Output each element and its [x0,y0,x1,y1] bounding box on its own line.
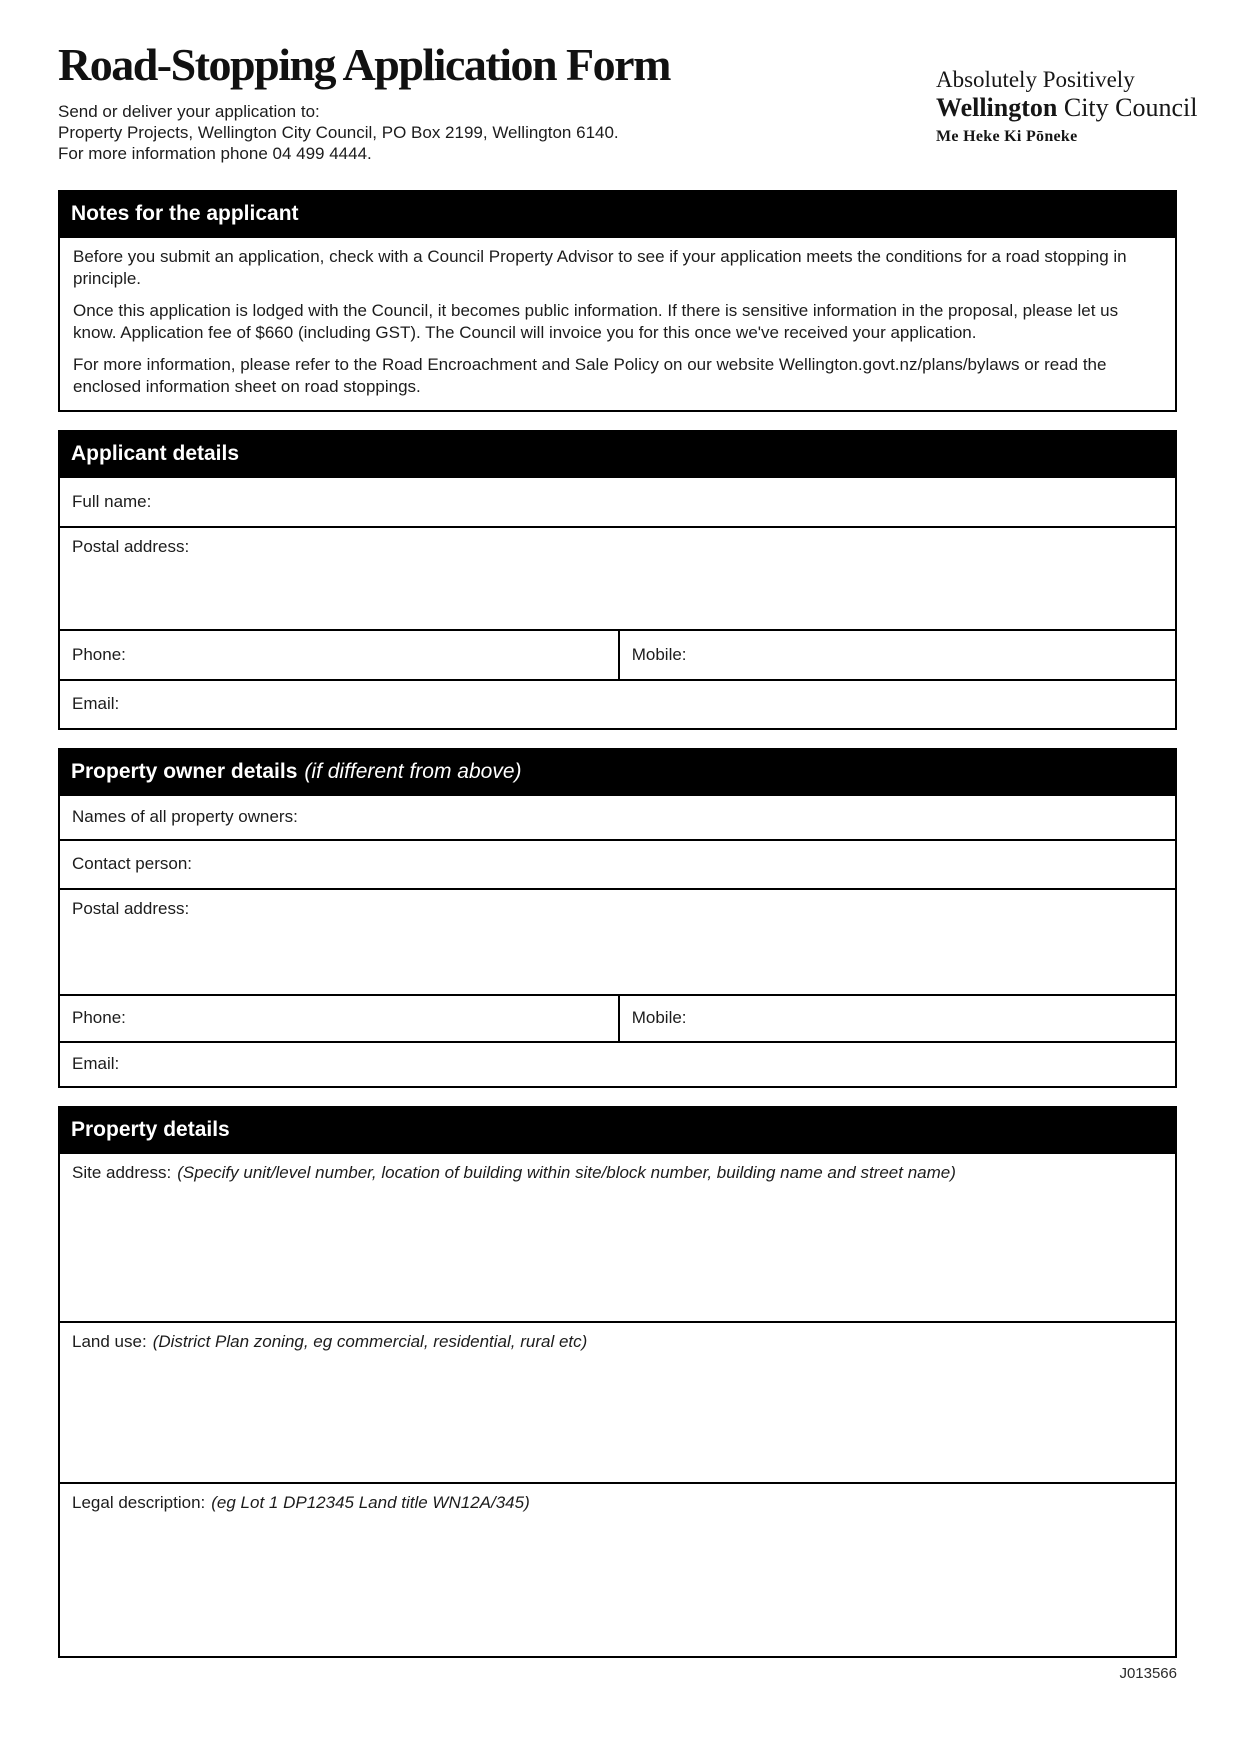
property-owner-table [58,796,1177,1088]
owner-phone-mobile-row [60,994,1175,1041]
intro-line-send: Send or deliver your application to: [58,101,320,121]
legal-description-label: Legal description: [72,1492,206,1512]
notes-section [58,190,1177,412]
owner-phone-label: Phone: [72,1008,126,1028]
owner-contact-person-field[interactable] [60,839,1175,888]
wcc-logo [936,68,1197,146]
applicant-full-name-field[interactable] [60,478,1175,526]
form-reference-code: J013566 [1119,1664,1177,1682]
applicant-phone-mobile-row [60,629,1175,679]
legal-description-hint: (eg Lot 1 DP12345 Land title WN12A/345) [211,1492,530,1512]
property-owner-section-header [58,748,1177,796]
owner-names-label: Names of all property owners: [72,807,298,827]
notes-paragraph: For more information, please refer to the Road Encroachment and Sale Policy on our website Wellington.govt.nz/plans/bylaws or read the enclosed information sheet on road stoppings. [73,354,1107,396]
applicant-postal-address-field[interactable] [60,526,1175,629]
phone-label: Phone: [72,644,126,664]
owner-email-field[interactable] [60,1041,1175,1086]
applicant-section-header: Applicant details [58,430,1177,478]
contact-person-label: Contact person: [72,854,193,874]
applicant-details-table [58,478,1177,730]
site-address-hint: (Specify unit/level number, location of building within site/block number, building name and street name) [177,1162,956,1182]
intro-line-address: Property Projects, Wellington City Council, PO Box 2199, Wellington 6140. [58,122,619,142]
notes-section-header: Notes for the applicant [58,190,1177,238]
applicant-email-field[interactable] [60,679,1175,728]
land-use-field[interactable] [60,1321,1175,1482]
owner-mobile-label: Mobile: [631,1008,687,1028]
notes-body [58,238,1177,412]
site-address-field[interactable] [60,1154,1175,1321]
land-use-label: Land use: [72,1331,147,1351]
property-details-section [58,1106,1177,1658]
applicant-details-section [58,430,1177,730]
logo-council-name: Wellington City Council [936,93,1198,123]
notes-paragraph: Before you submit an application, check with a Council Property Advisor to see if your application meets the conditions for a road stopping in principle. [73,246,1127,288]
property-details-section-header: Property details [58,1106,1177,1154]
owner-heading-qualifier: (if different from above) [304,759,522,783]
email-label: Email: [72,694,120,714]
owner-email-label: Email: [72,1054,120,1074]
full-name-label: Full name: [72,491,152,511]
site-address-label: Site address: [72,1162,172,1182]
owner-postal-address-field[interactable] [60,888,1175,994]
owner-heading-text: Property owner details [71,759,298,783]
notes-paragraph: Once this application is lodged with the Council, it becomes public information. If there is sensitive information in the proposal, please let us know. Application fee of $660 (including GST). The Council will invoice you for this once we've received your application. [73,300,1119,342]
postal-address-label: Postal address: [72,536,190,556]
property-details-table [58,1154,1177,1658]
property-owner-section [58,748,1177,1088]
applicant-phone-field[interactable] [60,631,620,679]
land-use-hint: (District Plan zoning, eg commercial, residential, rural etc) [152,1331,588,1351]
owner-mobile-field[interactable] [620,996,1175,1041]
owner-postal-address-label: Postal address: [72,898,190,918]
applicant-mobile-field[interactable] [620,631,1175,679]
owner-phone-field[interactable] [60,996,620,1041]
mobile-label: Mobile: [631,644,687,664]
owner-names-field[interactable] [60,796,1175,839]
page-title: Road-Stopping Application Form [58,39,670,90]
logo-tagline: Absolutely Positively [936,67,1135,92]
intro-line-phone: For more information phone 04 499 4444. [58,143,372,163]
legal-description-field[interactable] [60,1482,1175,1656]
logo-maori-name: Me Heke Ki Pōneke [936,128,1078,146]
